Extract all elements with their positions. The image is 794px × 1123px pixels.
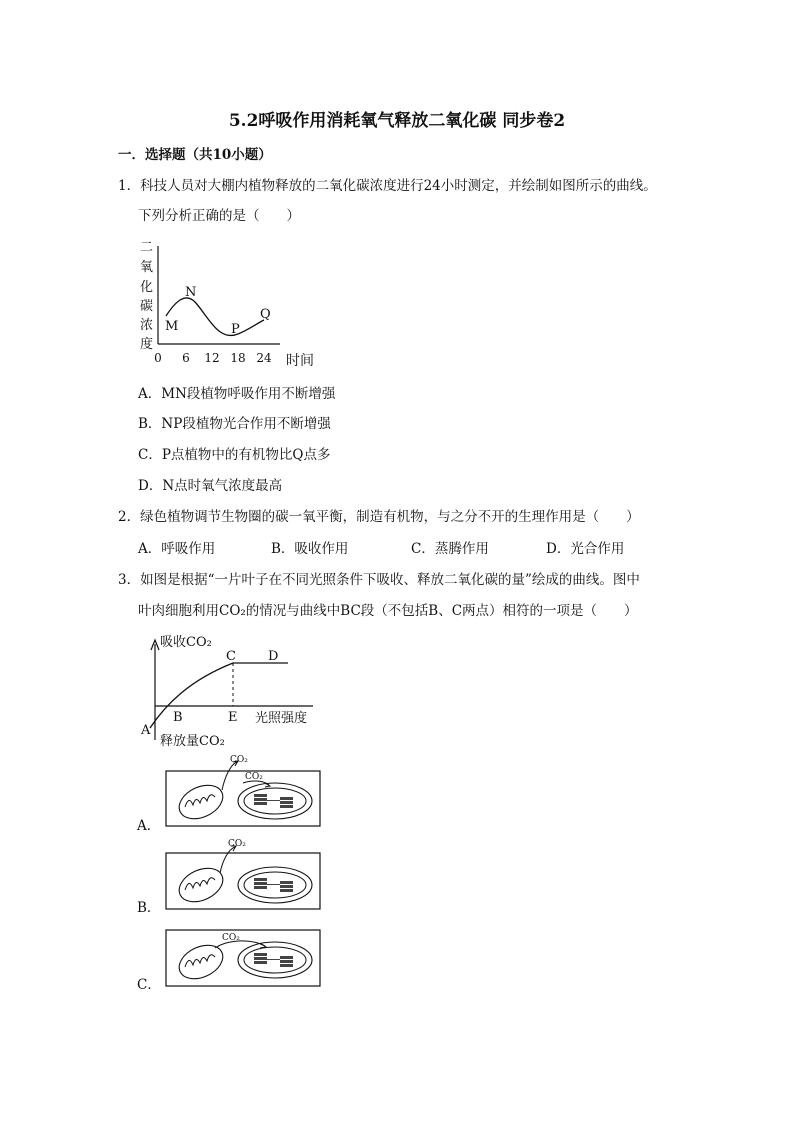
- co2-label: CO₂: [222, 933, 240, 943]
- q1-point-label: N: [185, 285, 197, 300]
- q3-y-top-label: 吸收CO₂: [160, 635, 212, 650]
- q3-xlabel: 光照强度: [255, 711, 308, 726]
- q3-stem-line2: 叶肉细胞利用CO₂的情况与曲线中BC段（不包括B、C两点）相符的一项是（ ）: [138, 603, 638, 619]
- q2-option-d[interactable]: D．光合作用: [546, 541, 625, 557]
- q1-ylabel-char: 碳: [140, 299, 154, 314]
- q3-option-b-diagram[interactable]: [165, 835, 321, 911]
- q1-point-label: Q: [260, 307, 271, 322]
- q1-point-label: M: [165, 319, 179, 334]
- q1-ylabel-char: 二: [140, 240, 154, 255]
- q1-tick-label: 6: [182, 351, 190, 365]
- q2-option-b[interactable]: B．吸收作用: [271, 541, 349, 557]
- co2-label: CO₂: [228, 839, 246, 849]
- q3-option-b-label[interactable]: B．: [137, 900, 161, 916]
- q3-option-c-diagram[interactable]: [165, 928, 321, 988]
- q3-option-c-label[interactable]: C．: [137, 977, 161, 993]
- q3-point-label: A: [141, 723, 151, 738]
- q1-ylabel-char: 度: [140, 337, 154, 352]
- q1-tick-label: 0: [154, 351, 162, 365]
- q2-stem: 2．绿色植物调节生物圈的碳一氧平衡，制造有机物，与之分不开的生理作用是（ ）: [118, 509, 640, 525]
- q3-point-label: B: [173, 710, 183, 725]
- q1-xlabel: 时间: [286, 353, 314, 369]
- q2-option-c[interactable]: C．蒸腾作用: [411, 541, 489, 557]
- q1-curve: [166, 298, 264, 336]
- q3-option-a-diagram[interactable]: [165, 752, 321, 828]
- q3-point-label: E: [228, 710, 238, 725]
- q1-stem-line1: 1．科技人员对大棚内植物释放的二氧化碳浓度进行24小时测定，并绘制如图所示的曲线。: [118, 178, 657, 194]
- co2-label: CO₂: [245, 772, 263, 782]
- q1-stem-line2: 下列分析正确的是（ ）: [138, 208, 300, 224]
- q3-point-label: D: [268, 649, 279, 664]
- co2-label: CO₂: [230, 755, 248, 765]
- q1-option-d[interactable]: D．N点时氧气浓度最高: [138, 478, 283, 494]
- q1-option-a[interactable]: A．MN段植物呼吸作用不断增强: [138, 386, 336, 402]
- q1-ylabel-char: 氧: [140, 260, 154, 275]
- q2-option-a[interactable]: A．呼吸作用: [138, 541, 216, 557]
- q1-point-label: P: [231, 322, 240, 337]
- q3-co2-light-figure: [138, 628, 338, 753]
- q1-option-b[interactable]: B．NP段植物光合作用不断增强: [138, 416, 331, 432]
- section-heading: 一．选择题（共10小题）: [118, 147, 272, 163]
- q1-ylabel-char: 浓: [140, 318, 154, 333]
- q1-option-c[interactable]: C．P点植物中的有机物比Q点多: [138, 447, 331, 463]
- q3-stem-line1: 3．如图是根据“一片叶子在不同光照条件下吸收、释放二氧化碳的量”绘成的曲线。图中: [118, 572, 640, 588]
- q3-option-a-label[interactable]: A．: [137, 818, 161, 834]
- q1-tick-label: 12: [204, 351, 220, 365]
- q1-ylabel-char: 化: [140, 280, 154, 295]
- q1-co2-curve-figure: [130, 232, 330, 372]
- q1-tick-label: 18: [230, 351, 246, 365]
- q3-y-bottom-label: 释放量CO₂: [160, 734, 225, 749]
- page-title: 5.2呼吸作用消耗氧气释放二氧化碳 同步卷2: [228, 111, 566, 131]
- q1-tick-label: 24: [256, 351, 272, 365]
- q3-point-label: C: [226, 649, 236, 664]
